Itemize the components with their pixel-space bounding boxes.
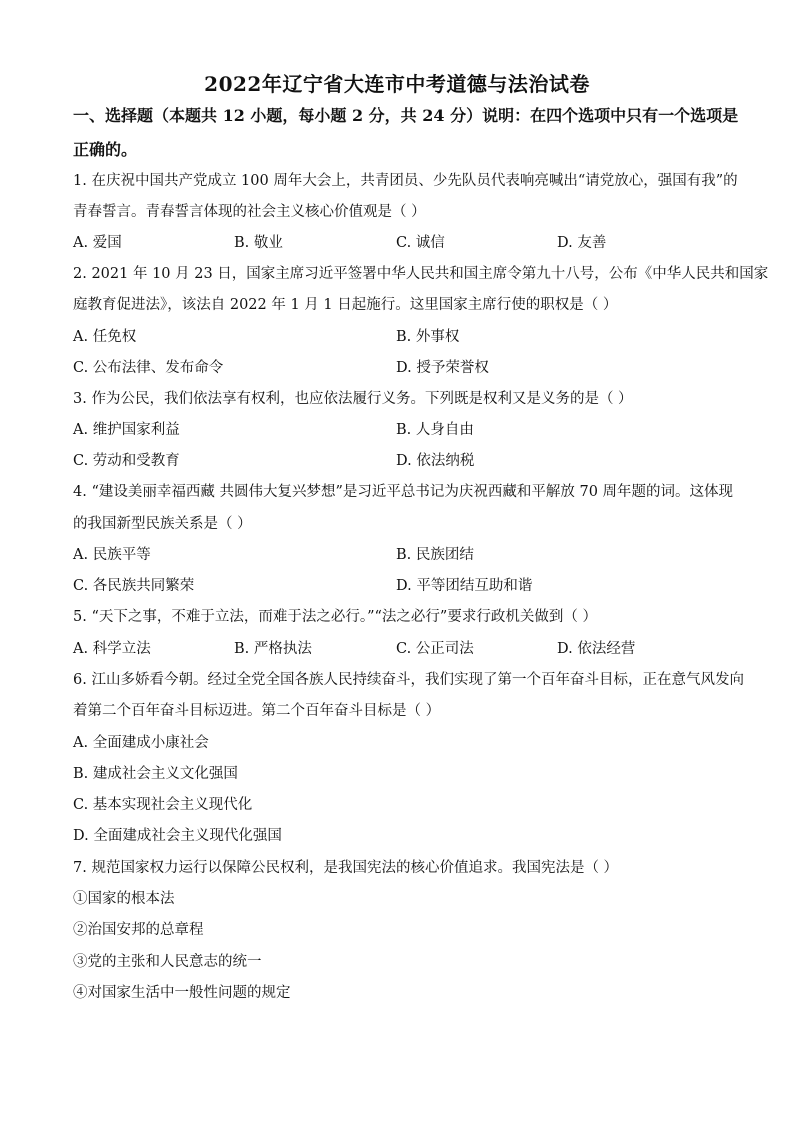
question-3-option-a: A. 维护国家利益 xyxy=(73,422,180,438)
question-6-option-b: B. 建成社会主义文化强国 xyxy=(73,766,238,782)
question-6-stem-line-2: 着第二个百年奋斗目标迈进。第二个百年奋斗目标是（ ） xyxy=(73,703,441,719)
question-2-stem-line-2: 庭教育促进法》，该法自 2022 年 1 月 1 日起施行。这里国家主席行使的职权是（ ） xyxy=(73,297,618,313)
question-2-stem-line-1: 2. 2021 年 10 月 23 日，国家主席习近平签署中华人民共和国主席令第九十八号，公布《中华人民共和国家 xyxy=(73,266,769,282)
question-4-option-c: C. 各民族共同繁荣 xyxy=(73,578,195,594)
question-2-option-b: B. 外事权 xyxy=(396,329,460,345)
exam-title: 2022年辽宁省大连市中考道德与法治试卷 xyxy=(204,72,590,96)
question-5-option-b: B. 严格执法 xyxy=(234,641,312,657)
question-7-stem-line-1: 7. 规范国家权力运行以保障公民权利，是我国宪法的核心价值追求。我国宪法是（ ） xyxy=(73,860,619,876)
question-2-option-c: C. 公布法律、发布命令 xyxy=(73,360,224,376)
question-7-item-4: ④对国家生活中一般性问题的规定 xyxy=(73,985,291,1001)
question-5-stem-line-1: 5. “天下之事，不难于立法，而难于法之必行。”“法之必行”要求行政机关做到（ ） xyxy=(73,609,597,625)
question-7-item-2: ②治国安邦的总章程 xyxy=(73,922,204,938)
question-5-option-d: D. 依法经营 xyxy=(557,641,636,657)
question-3-option-b: B. 人身自由 xyxy=(396,422,474,438)
question-7-item-1: ①国家的根本法 xyxy=(73,891,175,907)
question-3-stem-line-1: 3. 作为公民，我们依法享有权利，也应依法履行义务。下列既是权利又是义务的是（ ） xyxy=(73,391,633,407)
question-2-option-d: D. 授予荣誉权 xyxy=(396,360,489,376)
section-heading-line-2: 正确的。 xyxy=(73,140,138,159)
question-1-option-d: D. 友善 xyxy=(557,235,607,251)
question-4-option-a: A. 民族平等 xyxy=(73,547,151,563)
question-3-option-c: C. 劳动和受教育 xyxy=(73,453,180,469)
question-4-option-d: D. 平等团结互助和谐 xyxy=(396,578,533,594)
question-1-stem-line-1: 1. 在庆祝中国共产党成立 100 周年大会上，共青团员、少先队员代表响亮喊出“请党放心，强国有我”的 xyxy=(73,173,738,189)
question-1-option-c: C. 诚信 xyxy=(396,235,445,251)
question-2-option-a: A. 任免权 xyxy=(73,329,137,345)
question-1-option-a: A. 爱国 xyxy=(73,235,122,251)
question-4-stem-line-2: 的我国新型民族关系是（ ） xyxy=(73,516,252,532)
question-6-option-a: A. 全面建成小康社会 xyxy=(73,735,209,751)
question-6-option-d: D. 全面建成社会主义现代化强国 xyxy=(73,828,282,844)
question-4-stem-line-1: 4. “建设美丽幸福西藏 共圆伟大复兴梦想”是习近平总书记为庆祝西藏和平解放 70 周年题的词。这体现 xyxy=(73,484,734,500)
question-6-option-c: C. 基本实现社会主义现代化 xyxy=(73,797,253,813)
question-3-option-d: D. 依法纳税 xyxy=(396,453,475,469)
section-heading-line-1: 一、选择题（本题共 12 小题，每小题 2 分，共 24 分）说明：在四个选项中只有一个选项是 xyxy=(73,106,739,125)
question-1-option-b: B. 敬业 xyxy=(234,235,283,251)
question-1-stem-line-2: 青春誓言。青春誓言体现的社会主义核心价值观是（ ） xyxy=(73,204,426,220)
question-4-option-b: B. 民族团结 xyxy=(396,547,474,563)
question-6-stem-line-1: 6. 江山多娇看今朝。经过全党全国各族人民持续奋斗，我们实现了第一个百年奋斗目标，正在意气风发向 xyxy=(73,672,744,688)
question-7-item-3: ③党的主张和人民意志的统一 xyxy=(73,954,262,970)
question-5-option-a: A. 科学立法 xyxy=(73,641,151,657)
question-5-option-c: C. 公正司法 xyxy=(396,641,474,657)
